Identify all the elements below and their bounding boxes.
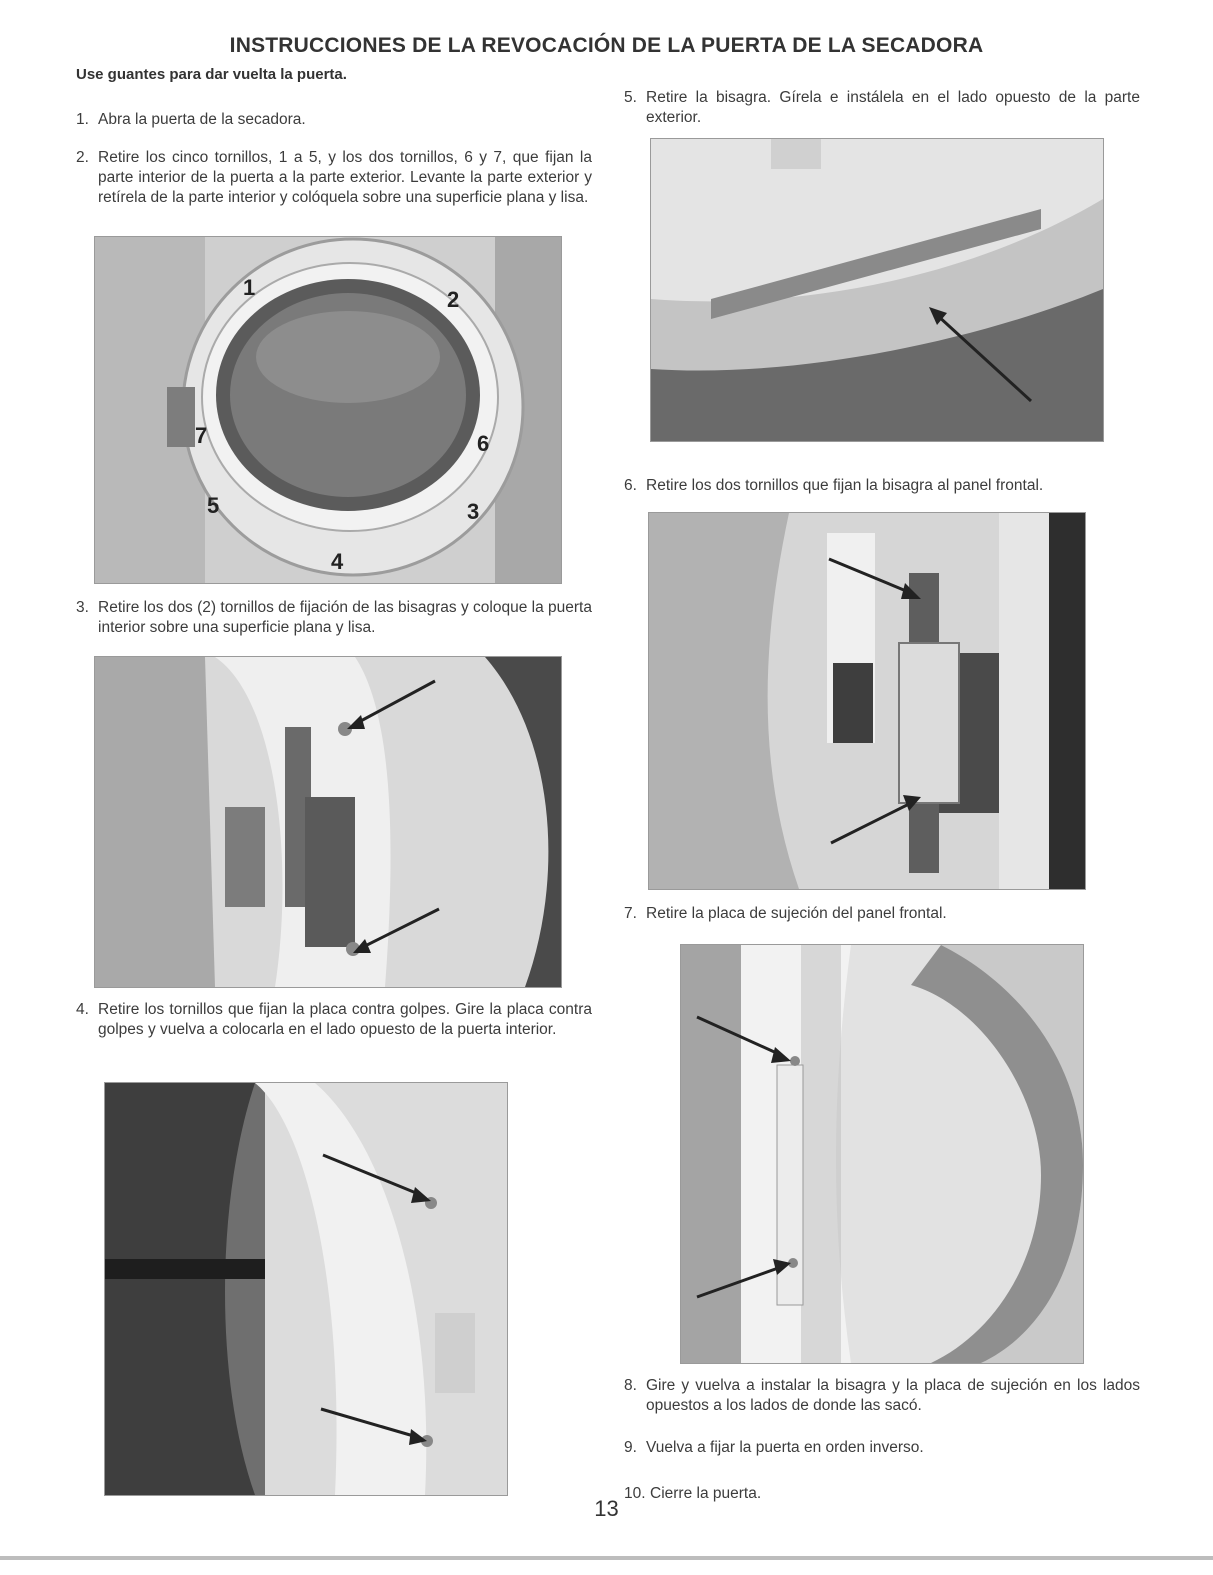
page-number: 13 <box>594 1496 619 1521</box>
step-number: 2. <box>76 149 89 166</box>
photo-hinge-screws <box>94 656 562 988</box>
step-text: Retire la bisagra. Gírela e instálela en el lado opuesto de la parte exterior. <box>646 89 1140 126</box>
hinge-screws-illustration <box>95 657 561 987</box>
photo-strike-plate <box>104 1082 508 1496</box>
step-3 <box>76 598 592 642</box>
door-screws-illustration <box>95 237 561 583</box>
step-number: 3. <box>76 599 89 616</box>
step-text: Vuelva a fijar la puerta en orden inverso. <box>646 1439 924 1456</box>
callout-7: 7 <box>195 423 208 448</box>
photo-outer-hinge <box>650 138 1104 442</box>
step-4 <box>76 1000 592 1066</box>
retaining-plate-illustration <box>681 945 1083 1363</box>
photo-retaining-plate <box>680 944 1084 1364</box>
step-text: Retire la placa de sujeción del panel frontal. <box>646 905 947 922</box>
step-text: Abra la puerta de la secadora. <box>98 111 306 128</box>
step-number: 10. <box>624 1485 646 1502</box>
callout-4: 4 <box>331 549 344 574</box>
step-6 <box>624 476 1140 498</box>
front-panel-hinge-illustration <box>649 513 1085 889</box>
step-number: 7. <box>624 905 637 922</box>
callout-5: 5 <box>207 493 220 518</box>
photo-door-screws <box>94 236 562 584</box>
step-text: Retire los dos (2) tornillos de fijación de las bisagras y coloque la puerta interior sobre una superficie plana y lisa. <box>98 599 592 636</box>
callout-6: 6 <box>477 431 490 456</box>
step-number: 1. <box>76 111 89 128</box>
step-5 <box>624 88 1140 132</box>
step-text: Retire los tornillos que fijan la placa contra golpes. Gire la placa contra golpes y vuelva a colocarla en el lado opuesto de la puerta interior. <box>98 1001 592 1038</box>
step-text: Retire los dos tornillos que fijan la bisagra al panel frontal. <box>646 477 1044 494</box>
step-number: 4. <box>76 1001 89 1018</box>
step-9 <box>624 1438 1140 1460</box>
callout-2: 2 <box>447 287 460 312</box>
photo-front-panel-hinge <box>648 512 1086 890</box>
step-1 <box>76 110 592 132</box>
step-number: 6. <box>624 477 637 494</box>
outer-hinge-illustration <box>651 139 1103 441</box>
step-number: 5. <box>624 89 637 106</box>
step-text: Retire los cinco tornillos, 1 a 5, y los dos tornillos, 6 y 7, que fijan la parte interior de la puerta a la parte exterior. Levante la parte exterior y retírela de la parte interior y colóquela sobre una superficie plana y lisa. <box>98 149 592 206</box>
step-2 <box>76 148 592 232</box>
bottom-rule <box>0 1556 1213 1560</box>
step-8 <box>624 1376 1140 1420</box>
callout-3: 3 <box>467 499 480 524</box>
step-7 <box>624 904 1140 926</box>
step-number: 8. <box>624 1377 637 1394</box>
strike-plate-illustration <box>105 1083 507 1495</box>
step-text: Cierre la puerta. <box>650 1485 762 1502</box>
step-text: Gire y vuelva a instalar la bisagra y la placa de sujeción en los lados opuestos a los lados de donde las sacó. <box>646 1377 1140 1414</box>
step-number: 9. <box>624 1439 637 1456</box>
callout-1: 1 <box>243 275 256 300</box>
page-title: INSTRUCCIONES DE LA REVOCACIÓN DE LA PUERTA DE LA SECADORA <box>229 34 984 57</box>
gloves-note: Use guantes para dar vuelta la puerta. <box>76 66 347 83</box>
